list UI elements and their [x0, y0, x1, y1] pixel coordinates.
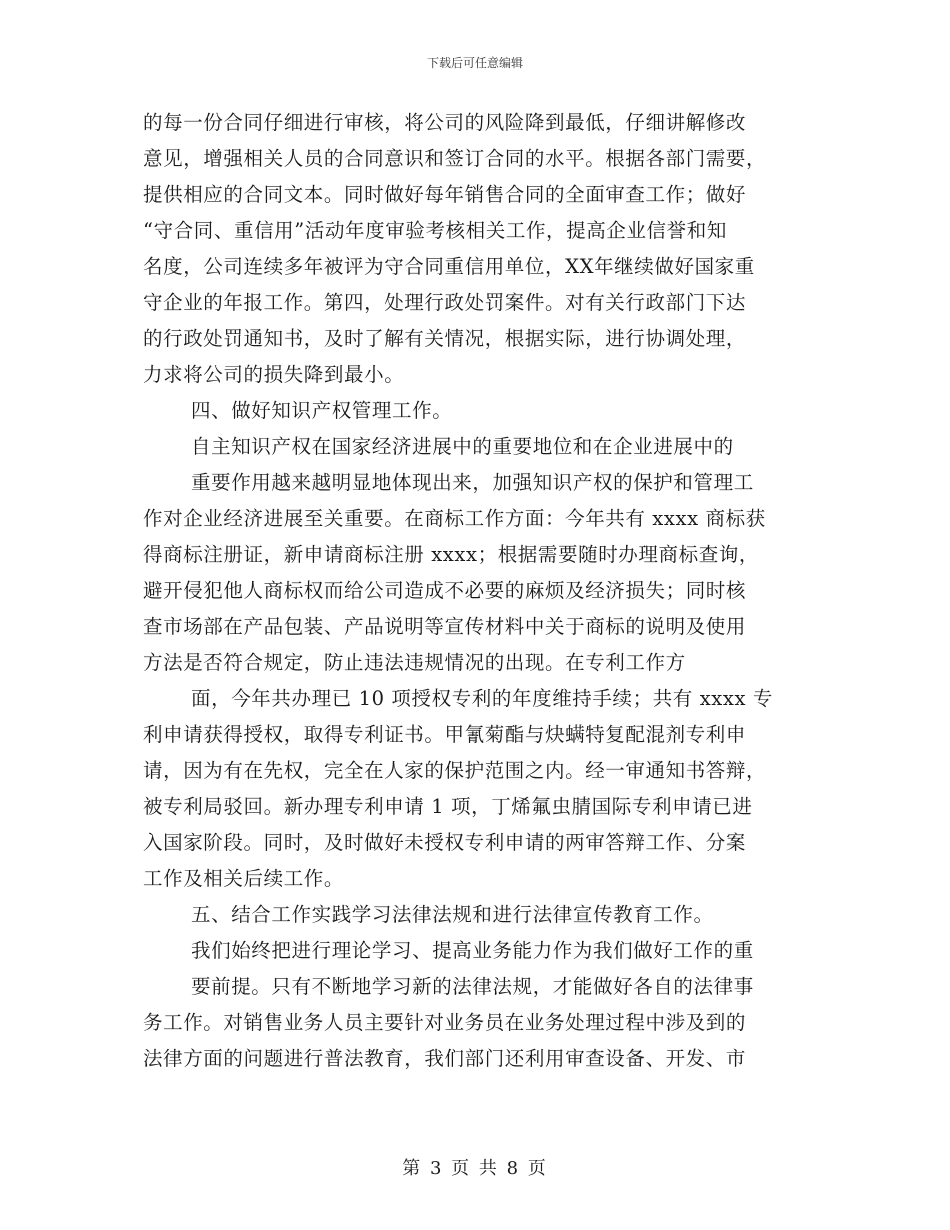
- text-line: 务工作。对销售业务人员主要针对业务员在业务处理过程中涉及到的: [143, 1011, 747, 1034]
- text-line: 被专利局驳回。新办理专利申请 1 项，丁烯氟虫腈国际专利申请已进: [143, 795, 753, 818]
- text-line: 避开侵犯他人商标权而给公司造成不必要的麻烦及经济损失；同时核: [143, 579, 747, 602]
- text-line: 提供相应的合同文本。同时做好每年销售合同的全面审查工作；做好: [143, 183, 747, 206]
- text-line: 方法是否符合规定，防止违法违规情况的出现。在专利工作方: [143, 651, 686, 674]
- text-line: 查市场部在产品包装、产品说明等宣传材料中关于商标的说明及使用: [143, 615, 747, 638]
- text-line: 守企业的年报工作。第四，处理行政处罚案件。对有关行政部门下达: [143, 291, 747, 314]
- text-line: 力求将公司的损失降到最小。: [143, 363, 405, 386]
- text-line: 自主知识产权在国家经济进展中的重要地位和在企业进展中的: [191, 435, 734, 458]
- text-line: 法律方面的问题进行普法教育，我们部门还利用审查设备、开发、市: [143, 1047, 747, 1070]
- text-line: 重要作用越来越明显地体现出来，加强知识产权的保护和管理工: [191, 471, 754, 494]
- text-line: 名度，公司连续多年被评为守合同重信用单位，XX年继续做好国家重: [143, 255, 755, 278]
- page-header: 下载后可任意编辑: [426, 56, 523, 70]
- text-line: 面，今年共办理已 10 项授权专利的年度维持手续；共有 xxxx 专: [191, 687, 773, 710]
- text-line: 工作及相关后续工作。: [143, 867, 345, 890]
- section-heading: 五、结合工作实践学习法律法规和进行法律宣传教育工作。: [191, 903, 714, 926]
- page-number-footer: 第 3 页 共 8 页: [402, 1158, 548, 1179]
- text-line: “守合同、重信用”活动年度审验考核相关工作，提高企业信誉和知: [143, 219, 727, 242]
- text-line: 要前提。只有不断地学习新的法律法规，才能做好各自的法律事: [191, 975, 754, 998]
- text-line: 利申请获得授权，取得专利证书。甲氰菊酯与炔螨特复配混剂专利申: [143, 723, 747, 746]
- text-line: 意见，增强相关人员的合同意识和签订合同的水平。根据各部门需要，: [143, 147, 767, 170]
- text-line: 作对企业经济进展至关重要。在商标工作方面：今年共有 xxxx 商标获: [143, 507, 766, 530]
- text-line: 得商标注册证，新申请商标注册 xxxx；根据需要随时办理商标查询，: [143, 543, 759, 566]
- text-line: 我们始终把进行理论学习、提高业务能力作为我们做好工作的重: [191, 939, 754, 962]
- text-line: 的每一份合同仔细进行审核，将公司的风险降到最低，仔细讲解修改: [143, 111, 747, 134]
- text-line: 的行政处罚通知书，及时了解有关情况，根据实际，进行协调处理，: [143, 327, 747, 350]
- section-heading: 四、做好知识产权管理工作。: [191, 399, 453, 422]
- text-line: 请，因为有在先权，完全在人家的保护范围之内。经一审通知书答辩，: [143, 759, 767, 782]
- text-line: 入国家阶段。同时，及时做好未授权专利申请的两审答辩工作、分案: [143, 831, 747, 854]
